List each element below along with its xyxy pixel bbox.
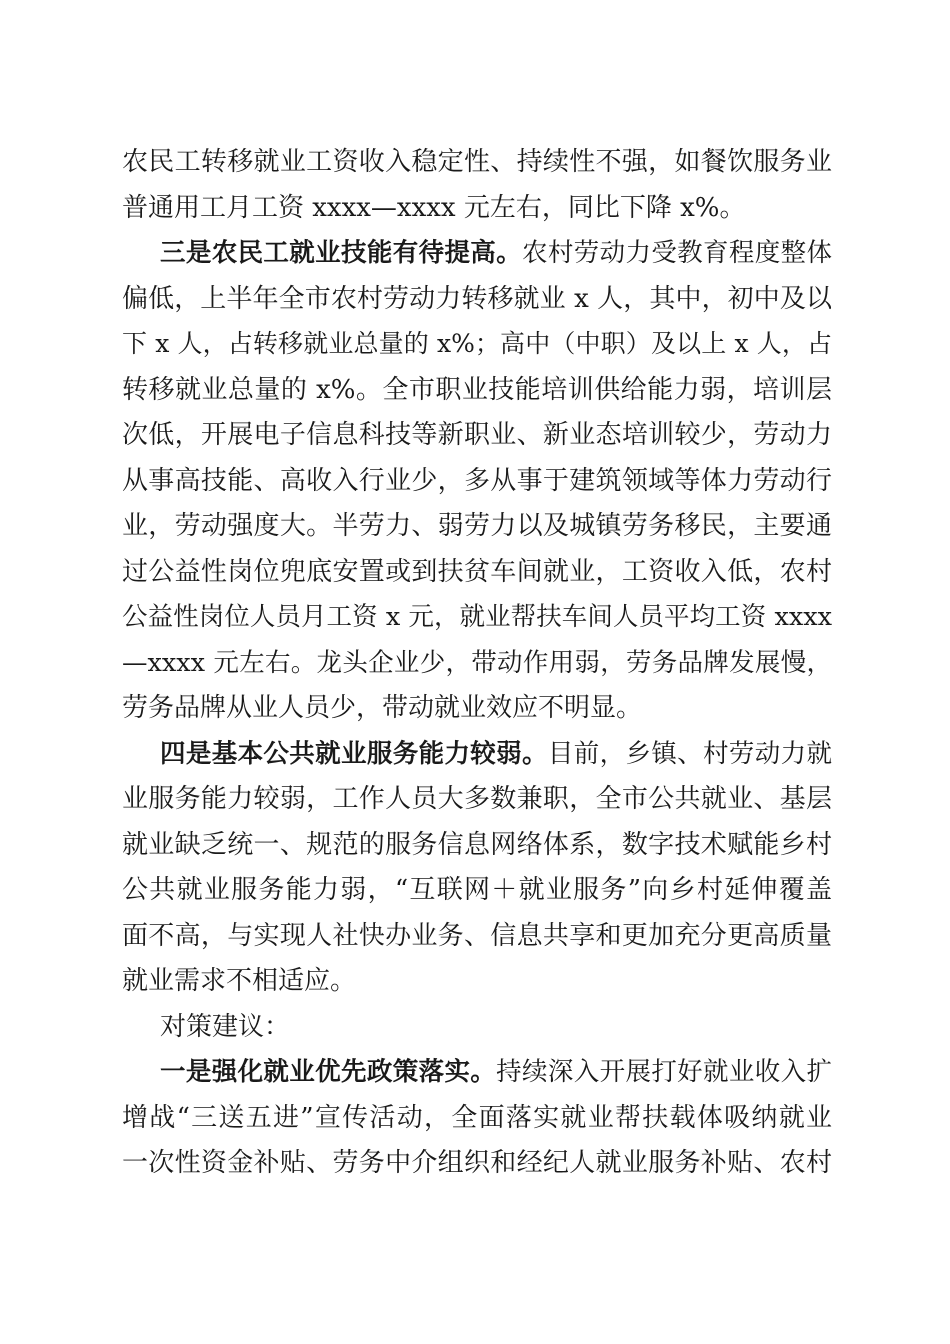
line-text: 持续深入开展打好就业收入扩 — [496, 1057, 832, 1087]
paragraph-line — [122, 643, 832, 683]
paragraph-line — [122, 1143, 832, 1183]
line-text: 转移就业总量的 x%。全市职业技能培训供给能力弱，培训层 — [122, 375, 832, 405]
paragraph-line — [122, 142, 832, 182]
line-text: 从事高技能、高收入行业少，多从事于建筑领域等体力劳动行 — [122, 466, 832, 496]
paragraph-line — [122, 1098, 832, 1138]
line-text: 劳务品牌从业人员少，带动就业效应不明显。 — [122, 693, 643, 723]
paragraph-line — [122, 188, 832, 228]
line-text: 就业缺乏统一、规范的服务信息网络体系，数字技术赋能乡村 — [122, 830, 832, 860]
paragraph-line — [122, 279, 832, 319]
paragraph-line — [122, 870, 832, 910]
paragraph-line — [122, 415, 832, 455]
paragraph-line — [122, 779, 832, 819]
line-text: 公益性岗位人员月工资 x 元，就业帮扶车间人员平均工资 xxxx — [122, 602, 832, 632]
line-text: —xxxx 元左右。龙头企业少，带动作用弱，劳务品牌发展慢， — [122, 648, 832, 678]
line-text: 公共就业服务能力弱，“互联网＋就业服务”向乡村延伸覆盖 — [122, 875, 832, 905]
paragraph-line — [122, 324, 832, 364]
line-text: 一次性资金补贴、劳务中介组织和经纪人就业服务补贴、农村 — [122, 1148, 832, 1178]
line-text: 次低，开展电子信息科技等新职业、新业态培训较少，劳动力 — [122, 420, 832, 450]
line-text: 业，劳动强度大。半劳力、弱劳力以及城镇劳务移民，主要通 — [122, 511, 832, 541]
line-text: 普通用工月工资 xxxx—xxxx 元左右，同比下降 x%。 — [122, 193, 746, 223]
line-text: 偏低，上半年全市农村劳动力转移就业 x 人，其中，初中及以 — [122, 284, 832, 314]
paragraph-line — [122, 825, 832, 865]
section-heading: 一是强化就业优先政策落实。 — [160, 1057, 497, 1087]
subsection-label — [160, 1007, 832, 1047]
section-heading: 三是农民工就业技能有待提高。 — [160, 238, 523, 268]
section-heading-line — [160, 233, 832, 273]
paragraph-line — [122, 916, 832, 956]
section-heading-line — [160, 734, 832, 774]
line-text: 业服务能力较弱，工作人员大多数兼职，全市公共就业、基层 — [122, 784, 832, 814]
paragraph-line — [122, 506, 832, 546]
line-text: 目前，乡镇、村劳动力就 — [547, 739, 832, 769]
paragraph-line — [122, 597, 832, 637]
paragraph-line — [122, 961, 832, 1001]
line-text: 就业需求不相适应。 — [122, 966, 357, 996]
line-text: 对策建议： — [160, 1012, 291, 1042]
line-text: 面不高，与实现人社快办业务、信息共享和更加充分更高质量 — [122, 921, 832, 951]
paragraph-line — [122, 552, 832, 592]
section-heading-line — [160, 1052, 832, 1092]
paragraph-line — [122, 461, 832, 501]
line-text: 农民工转移就业工资收入稳定性、持续性不强，如餐饮服务业 — [122, 147, 832, 177]
line-text: 增战“三送五进”宣传活动，全面落实就业帮扶载体吸纳就业 — [122, 1103, 832, 1133]
line-text: 下 x 人，占转移就业总量的 x%；高中（中职）及以上 x 人，占 — [122, 329, 832, 358]
line-text: 农村劳动力受教育程度整体 — [522, 238, 832, 268]
line-text: 过公益性岗位兜底安置或到扶贫车间就业，工资收入低，农村 — [122, 557, 832, 587]
paragraph-line — [122, 370, 832, 410]
section-heading: 四是基本公共就业服务能力较弱。 — [160, 739, 548, 769]
paragraph-line — [122, 688, 832, 728]
